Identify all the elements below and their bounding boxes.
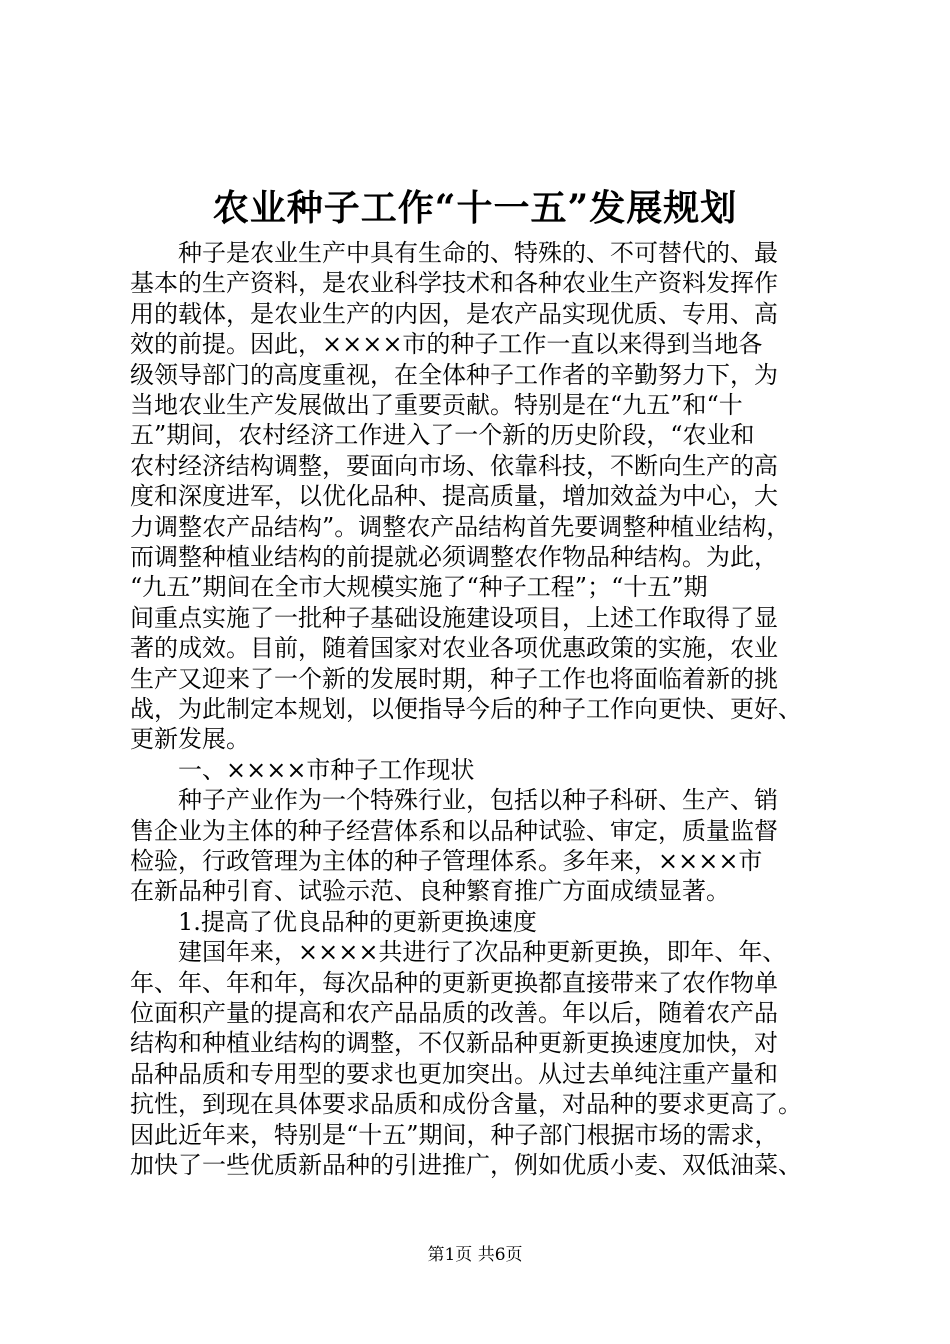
body-text-line: 建国年来，××××共进行了次品种更新更换，即年、年、	[130, 938, 787, 966]
body-text-line: 年、年、年和年，每次品种的更新更换都直接带来了农作物单	[130, 969, 778, 997]
body-text-line: 一、××××市种子工作现状	[130, 756, 475, 784]
body-text-line: 加快了一些优质新品种的引进推广，例如优质小麦、双低油菜、	[130, 1151, 802, 1179]
body-text-line: 检验，行政管理为主体的种子管理体系。多年来，××××市	[130, 847, 763, 875]
body-text-line: 在新品种引育、试验示范、良种繁育推广方面成绩显著。	[130, 877, 730, 905]
body-text-line: 生产又迎来了一个新的发展时期，种子工作也将面临着新的挑	[130, 665, 778, 693]
document-title: 农业种子工作“十一五”发展规划	[212, 187, 738, 229]
body-text-line: 品种品质和专用型的要求也更加突出。从过去单纯注重产量和	[130, 1060, 778, 1088]
body-text-line: 著的成效。目前，随着国家对农业各项优惠政策的实施，农业	[130, 634, 778, 662]
body-text-line: 抗性，到现在具体要求品质和成份含量，对品种的要求更高了。	[130, 1090, 802, 1118]
body-text-line: 位面积产量的提高和农产品品质的改善。年以后，随着农产品	[130, 999, 778, 1027]
body-text-line: 而调整种植业结构的前提就必须调整农作物品种结构。为此，	[130, 543, 778, 571]
body-text-line: 农村经济结构调整，要面向市场、依靠科技，不断向生产的高	[130, 452, 778, 480]
body-text-line: 五”期间，农村经济工作进入了一个新的历史阶段，“农业和	[130, 421, 755, 449]
body-text-line: 售企业为主体的种子经营体系和以品种试验、审定，质量监督	[130, 817, 778, 845]
body-text-line: 结构和种植业结构的调整，不仅新品种更新更换速度加快，对	[130, 1029, 778, 1057]
body-text-line: 种子是农业生产中具有生命的、特殊的、不可替代的、最	[130, 239, 778, 267]
body-text-line: 当地农业生产发展做出了重要贡献。特别是在“九五”和“十	[130, 391, 743, 419]
page-footer: 第1页 共6页	[427, 1245, 523, 1265]
body-text-line: “九五”期间在全市大规模实施了“种子工程”；“十五”期	[130, 573, 708, 601]
body-text-line: 用的载体，是农业生产的内因，是农产品实现优质、专用、高	[130, 300, 778, 328]
body-text-line: 效的前提。因此，××××市的种子工作一直以来得到当地各	[130, 330, 763, 358]
body-text-line: 度和深度进军，以优化品种、提高质量，增加效益为中心，大	[130, 482, 778, 510]
body-text-line: 1.提高了优良品种的更新更换速度	[130, 908, 537, 936]
body-text-line: 战，为此制定本规划，以便指导今后的种子工作向更快、更好、	[130, 695, 802, 723]
body-text-line: 因此近年来，特别是“十五”期间，种子部门根据市场的需求，	[130, 1121, 779, 1149]
body-text-line: 种子产业作为一个特殊行业，包括以种子科研、生产、销	[130, 786, 778, 814]
body-text-line: 间重点实施了一批种子基础设施建设项目，上述工作取得了显	[130, 604, 778, 632]
body-text-line: 力调整农产品结构”。调整农产品结构首先要调整种植业结构，	[130, 513, 791, 541]
body-text-line: 级领导部门的高度重视，在全体种子工作者的辛勤努力下，为	[130, 361, 778, 389]
body-text-line: 基本的生产资料，是农业科学技术和各种农业生产资料发挥作	[130, 269, 778, 297]
body-text-line: 更新发展。	[130, 725, 250, 753]
